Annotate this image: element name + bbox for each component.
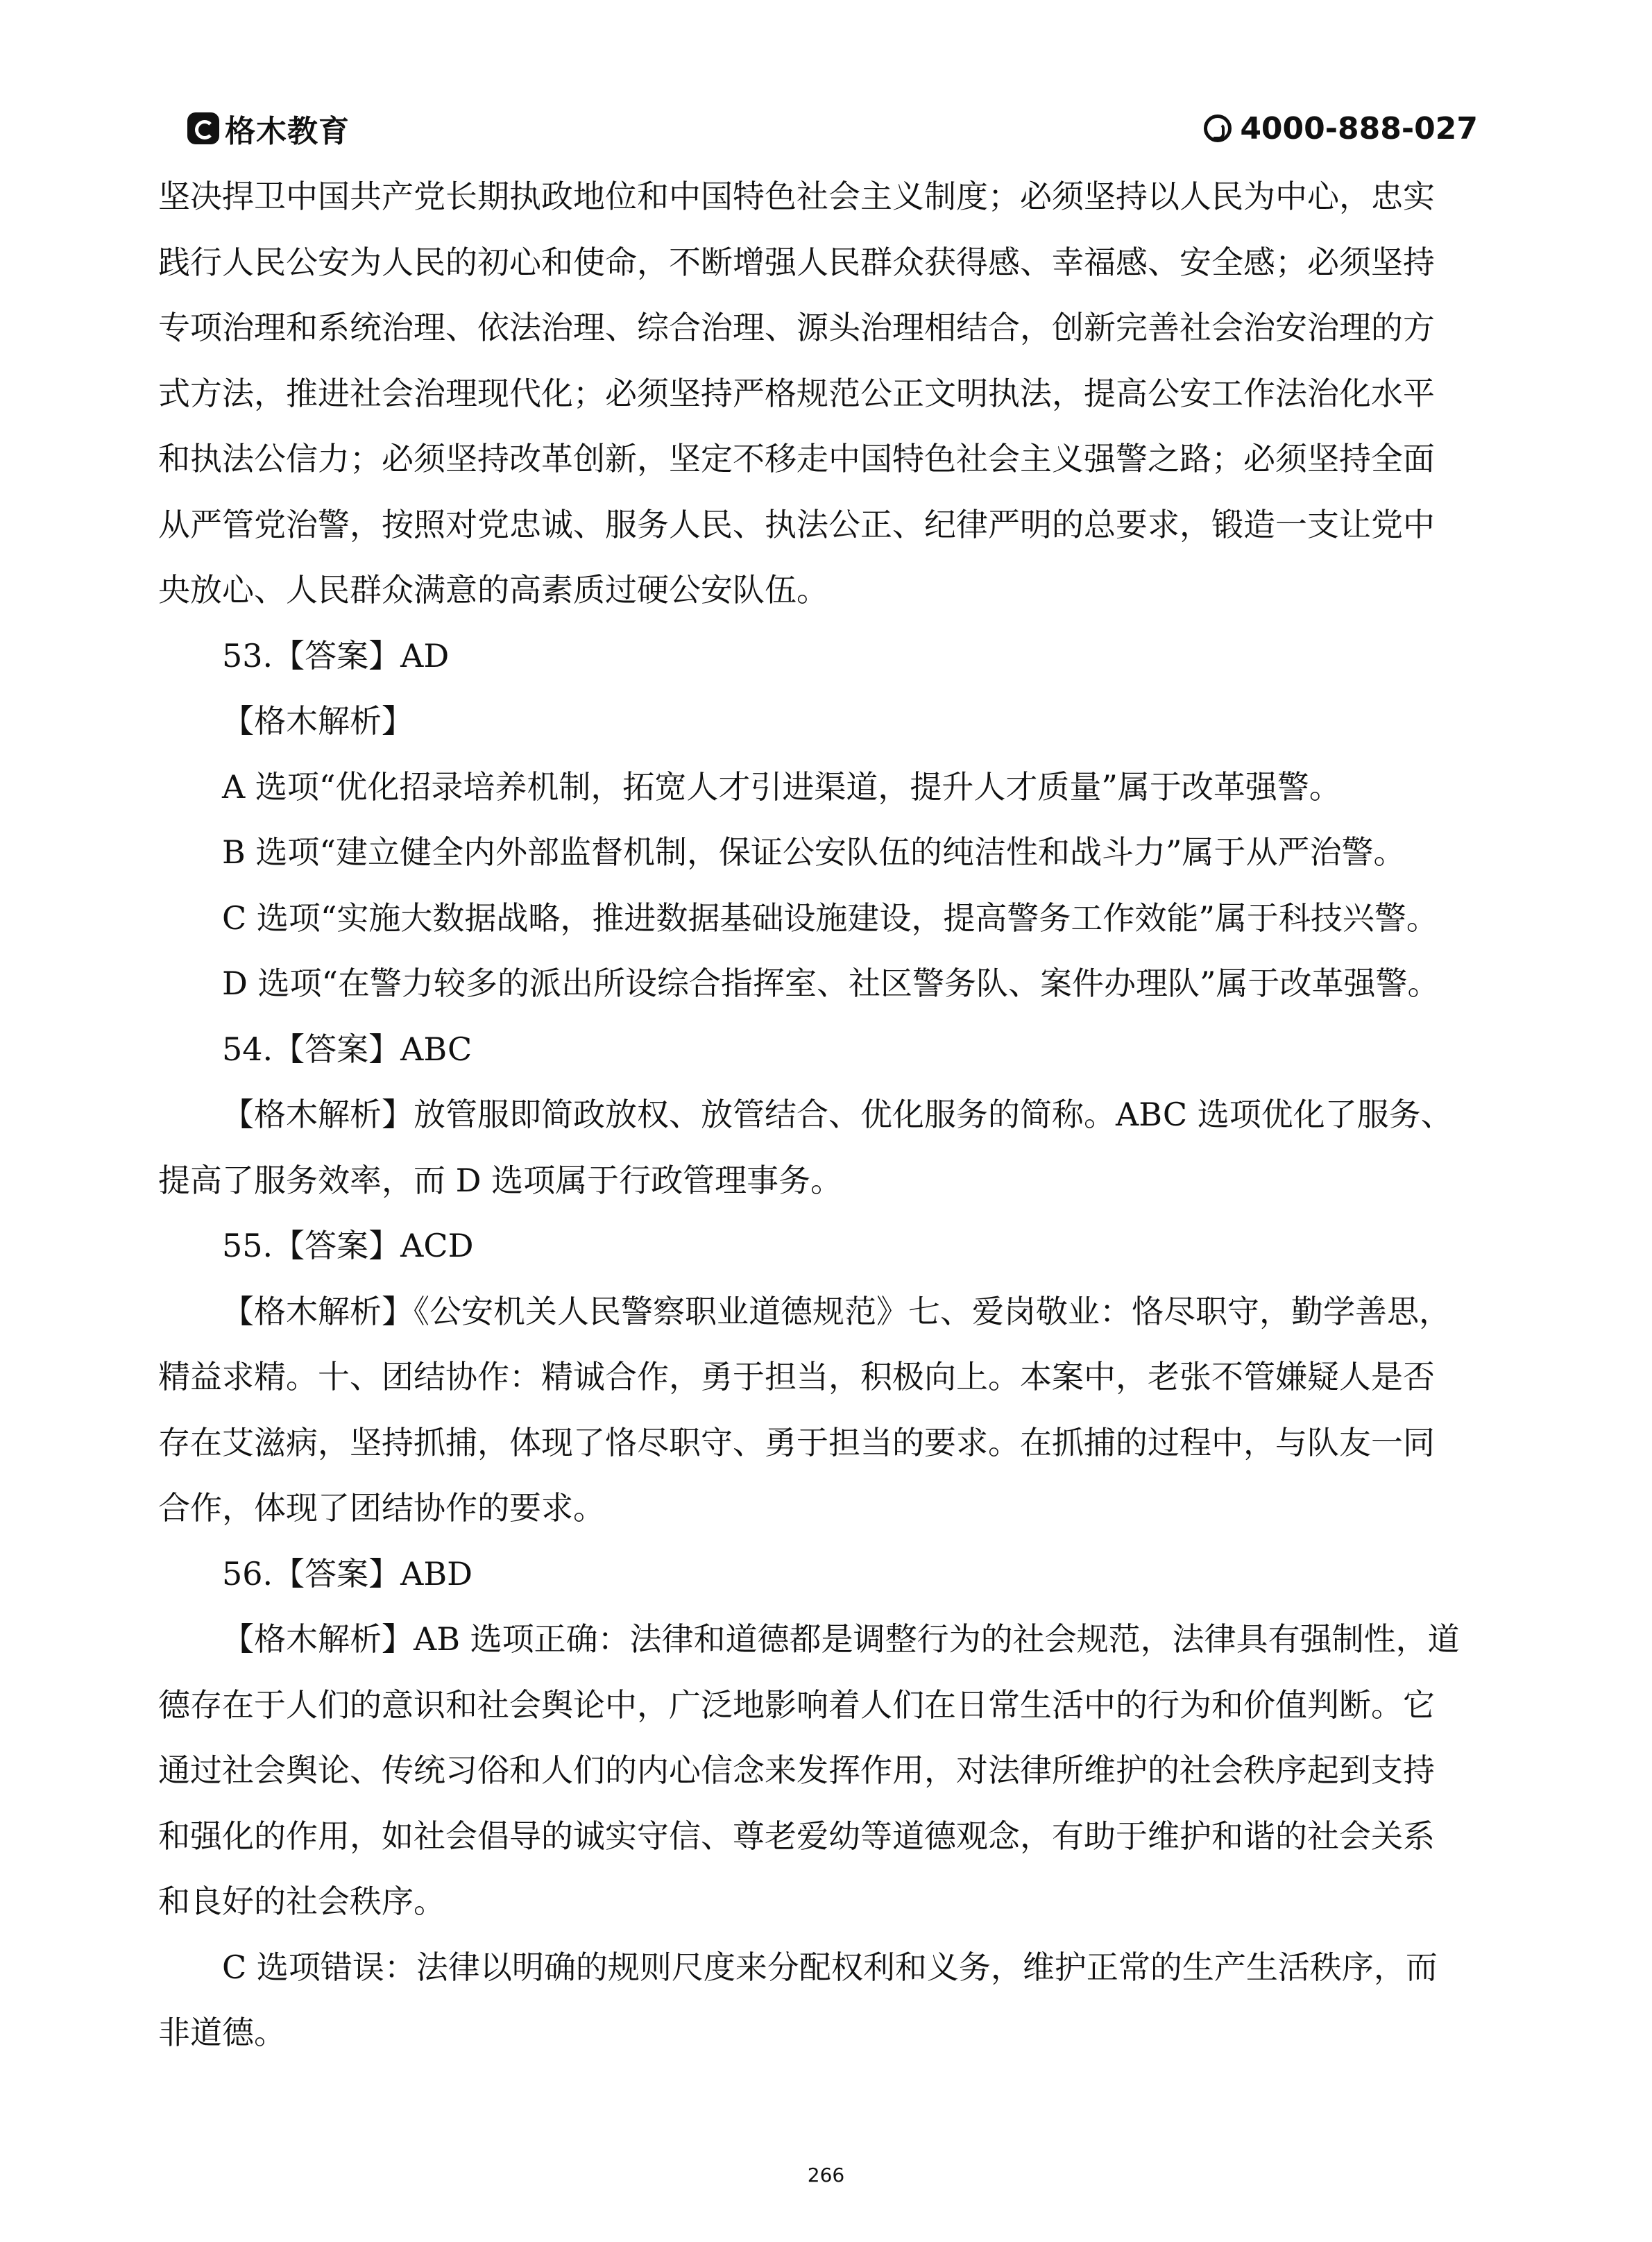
text-line: 和良好的社会秩序。 xyxy=(158,1883,445,1920)
text-line: 从严管党治警，按照对党忠诚、服务人民、执法公正、纪律严明的总要求，锻造一支让党中 xyxy=(158,505,1435,543)
answer-53-heading: 53.【答案】AD xyxy=(222,636,450,674)
text-line: 提高了服务效率，而 D 选项属于行政管理事务。 xyxy=(158,1161,843,1199)
phone-icon xyxy=(1204,114,1232,142)
logo-text: 格木教育 xyxy=(225,114,350,149)
analysis-label: 【格木解析】 xyxy=(222,702,414,740)
text-line: 坚决捍卫中国共产党长期执政地位和中国特色社会主义制度；必须坚持以人民为中心，忠实 xyxy=(158,178,1435,215)
answer-56-heading: 56.【答案】ABD xyxy=(222,1554,473,1593)
text-line: 【格木解析】放管服即简政放权、放管结合、优化服务的简称。ABC 选项优化了服务、 xyxy=(222,1096,1453,1133)
text-line: A 选项“优化招录培养机制，拓宽人才引进渠道，提升人才质量”属于改革强警。 xyxy=(222,767,1341,806)
text-line: 精益求精。十、团结协作：精诚合作，勇于担当，积极向上。本案中，老张不管嫌疑人是否 xyxy=(158,1358,1435,1395)
text-line: 和执法公信力；必须坚持改革创新，坚定不移走中国特色社会主义强警之路；必须坚持全面 xyxy=(158,440,1435,477)
page-header xyxy=(187,104,1478,153)
answer-55-heading: 55.【答案】ACD xyxy=(222,1227,474,1264)
text-line: 通过社会舆论、传统习俗和人们的内心信念来发挥作用，对法律所维护的社会秩序起到支持 xyxy=(158,1751,1435,1789)
text-line: 合作，体现了团结协作的要求。 xyxy=(158,1489,605,1527)
text-line: B 选项“建立健全内外部监督机制，保证公安队伍的纯洁性和战斗力”属于从严治警。 xyxy=(222,833,1406,871)
document-body xyxy=(158,164,1497,2066)
phone-contact xyxy=(1204,104,1478,153)
text-line: 【格木解析】《公安机关人民警察职业道德规范》七、爱岗敬业：恪尽职守，勤学善思， xyxy=(222,1292,1451,1330)
brand-logo xyxy=(187,104,350,153)
text-line: 【格木解析】AB 选项正确：法律和道德都是调整行为的社会规范，法律具有强制性，道 xyxy=(222,1620,1460,1658)
answer-54-heading: 54.【答案】ABC xyxy=(222,1030,472,1068)
page-number: 266 xyxy=(807,2164,845,2186)
text-line: C 选项“实施大数据战略，推进数据基础设施建设，提高警务工作效能”属于科技兴警。 xyxy=(222,899,1438,937)
text-line: 专项治理和系统治理、依法治理、综合治理、源头治理相结合，创新完善社会治安治理的方 xyxy=(158,309,1435,346)
text-line: 央放心、人民群众满意的高素质过硬公安队伍。 xyxy=(158,571,828,609)
text-line: 式方法，推进社会治理现代化；必须坚持严格规范公正文明执法，提高公安工作法治化水平 xyxy=(158,374,1435,412)
text-line: C 选项错误：法律以明确的规则尺度来分配权利和义务，维护正常的生产生活秩序，而 xyxy=(222,1948,1438,1986)
logo-icon xyxy=(187,112,219,144)
phone-number: 4000-888-027 xyxy=(1240,110,1478,146)
text-line: 和强化的作用，如社会倡导的诚实守信、尊老爱幼等道德观念，有助于维护和谐的社会关系 xyxy=(158,1817,1435,1855)
text-line: D 选项“在警力较多的派出所设综合指挥室、社区警务队、案件办理队”属于改革强警。 xyxy=(222,965,1440,1002)
text-line: 德存在于人们的意识和社会舆论中，广泛地影响着人们在日常生活中的行为和价值判断。它 xyxy=(158,1685,1435,1724)
text-line: 非道德。 xyxy=(158,2014,286,2051)
text-line: 存在艾滋病，坚持抓捕，体现了恪尽职守、勇于担当的要求。在抓捕的过程中，与队友一同 xyxy=(158,1423,1435,1461)
text-line: 践行人民公安为人民的初心和使命，不断增强人民群众获得感、幸福感、安全感；必须坚持 xyxy=(158,243,1435,281)
